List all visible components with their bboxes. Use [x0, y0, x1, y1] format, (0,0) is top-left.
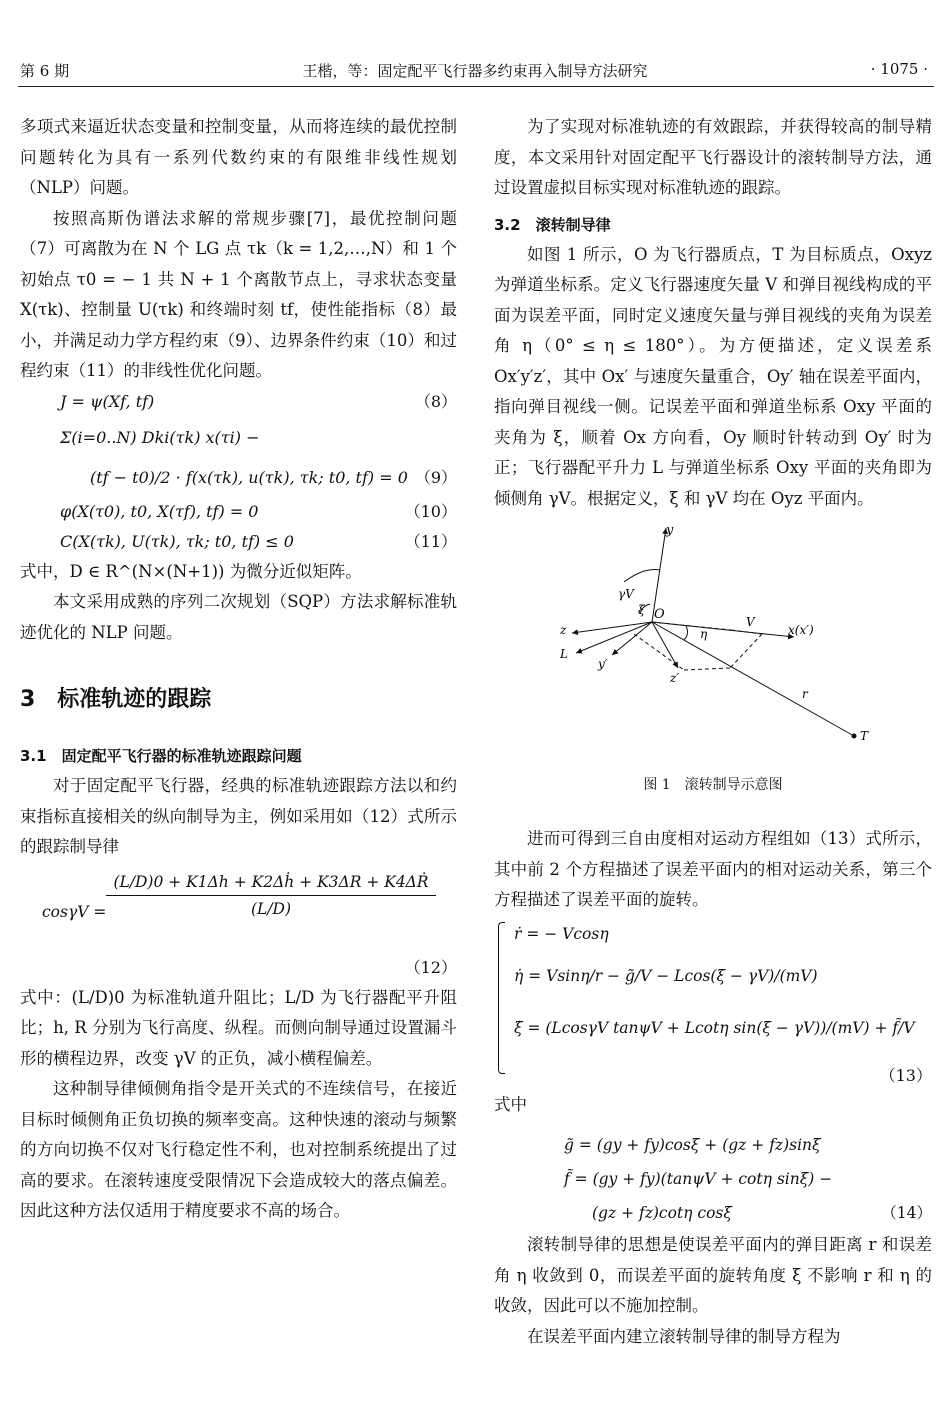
equation-line: ξ̇ = (LcosγV tanψV + Lcotη sin(ξ − γV))/(mV) + f̃/V [514, 1018, 915, 1037]
equation-brace [498, 922, 505, 1074]
equation-body: J = ψ(Xf, tf) [60, 391, 155, 411]
paragraph: 式中，D ∈ R^(N×(N+1)) 为微分近似矩阵。 [20, 561, 362, 581]
label-y-prime: y′ [598, 657, 608, 671]
equation-body: (tf − t0)/2 · f(x(τk), u(τk), τk; t0, tf) = 0 [90, 467, 408, 487]
equation-number: （8） [414, 391, 457, 411]
paragraph: 多项式来逼近状态变量和控制变量，从而将连续的最优控制问题转化为具有一系列代数约束的有限维非线性规划（NLP）问题。 [20, 117, 457, 197]
equation-body: C(X(τk), U(τk), τk; t0, tf) ≤ 0 [60, 531, 294, 551]
figure-1 [494, 522, 932, 802]
figure-caption: 图 1 滚转制导示意图 [643, 777, 783, 793]
dashed-line [684, 668, 730, 670]
equation-8 [60, 387, 457, 417]
label-z-prime: z′ [670, 671, 680, 685]
roll-guidance-diagram [494, 522, 932, 762]
subsection-heading: 3.2 滚转制导律 [494, 215, 611, 234]
right-column [494, 112, 932, 1352]
equation-denominator: (L/D) [250, 899, 292, 918]
lift-vector [576, 622, 652, 653]
label-gamma: γV [618, 587, 634, 601]
label-T: T [860, 729, 869, 743]
equation-body: (gz + fz)cotη cosξ [592, 1204, 732, 1222]
paragraph: 本文采用成熟的序列二次规划（SQP）方法求解标准轨迹优化的 NLP 问题。 [20, 592, 457, 642]
paragraph: 如图 1 所示，O 为飞行器质点，T 为目标质点，Oxyz 为弹道坐标系。定义飞行器速度矢量 V 和弹目视线构成的平面为误差平面，同时定义速度矢量与弹目视线的夹角为误差角 η（0° ≤ η ≤ 180°）。为方便描述，定义误差系 Ox′y′z′，其中 Ox′ 与速度矢量重合，Oy′ 轴在误差平面内，指向弹目视线一侧。记误差平面和弹道坐标系 Oxy 平面的夹角为 ξ，顺着 Ox 方向看，Oy 顺时针转动到 Oy′ 时为正；飞行器配平升力 L 与弹道坐标系 Oxy 平面的夹角即为倾侧角 γV。根据定义，ξ 和 γV 均在 Oyz 平面内。 [494, 244, 932, 508]
equation-13 [494, 920, 932, 1090]
paragraph: 在误差平面内建立滚转制导律的制导方程为 [527, 1326, 841, 1346]
label-y: y [666, 523, 674, 538]
equation-number: （12） [404, 957, 457, 977]
subsection-heading: 3.1 固定配平飞行器的标准轨迹跟踪问题 [20, 747, 302, 765]
eta-arc [684, 626, 688, 640]
equation-number: （13） [879, 1065, 932, 1085]
label-xi: ξ [638, 603, 645, 617]
equation-number: （9） [414, 467, 457, 487]
left-column [20, 112, 457, 1227]
label-x: x(x′) [788, 623, 814, 637]
equation-line [564, 1196, 932, 1230]
paragraph: 按照高斯伪谱法求解的常规步骤[7]，最优控制问题（7）可离散为在 N 个 LG 点 τk（k = 1,2,…,N）和 1 个初始点 τ0 = − 1 共 N + 1 个离散节点上，寻求状态变量 X(τk)、控制量 U(τk) 和终端时刻 tf，使性能指标（8）最小，并满足动力学方程约束（9）、边界条件约束（10）和过程约束（11）的非线性优化问题。 [20, 208, 457, 380]
equation-line: ṙ = − Vcosη [514, 924, 609, 943]
paragraph: 这种制导律倾侧角指令是开关式的不连续信号，在接近目标时倾侧角正负切换的频率变高。这种快速的滚动与频繁的方向切换不仅对飞行稳定性不利，也对控制系统提出了过高的要求。在滚转速度受限情况下会造成较大的落点偏差。因此这种方法仅适用于精度要求不高的场合。 [20, 1079, 457, 1220]
equation-11 [60, 527, 457, 557]
equation-body: φ(X(τ0), t0, X(τf), tf) = 0 [60, 501, 259, 521]
equation-number: （11） [404, 531, 457, 551]
paragraph: 滚转制导律的思想是使误差平面内的弹目距离 r 和误差角 η 收敛到 0，而误差平面的旋转角度 ξ 不影响 r 和 η 的收敛，因此可以不施加控制。 [494, 1235, 932, 1315]
line-of-sight [652, 622, 854, 736]
page-number: · 1075 · [870, 60, 928, 78]
equation-10 [60, 497, 457, 527]
paragraph: 进而可得到三自由度相对运动方程组如（13）式所示，其中前 2 个方程描述了误差平面内的相对运动关系，第三个方程描述了误差平面的旋转。 [494, 829, 932, 909]
target-point [852, 734, 857, 739]
equation-14 [494, 1128, 932, 1230]
label-L: L [560, 647, 568, 661]
equation-line: η̇ = Vsinη/r − g̃/V − Lcos(ξ − γV)/(mV) [514, 966, 818, 985]
equation-fraction [106, 873, 436, 918]
equation-numerator: (L/D)0 + K1Δh + K2Δḣ + K3ΔR + K4ΔṘ [106, 873, 436, 896]
gamma-arc [624, 570, 660, 583]
equation-line: f̃ = (gy + fy)(tanψV + cotη sinξ) − [564, 1170, 833, 1188]
equation-line: g̃ = (gy + fy)cosξ + (gz + fz)sinξ [564, 1136, 821, 1154]
dashed-line [730, 634, 762, 668]
label-r: r [802, 687, 808, 701]
issue-number: 第 6 期 [20, 62, 70, 80]
equation-9a [60, 423, 457, 453]
equation-block [20, 387, 457, 557]
paragraph: 对于固定配平飞行器，经典的标准轨迹跟踪方法以和约束指标直接相关的纵向制导为主，例如采用如（12）式所示的跟踪制导律 [20, 776, 457, 856]
paragraph: 式中 [494, 1094, 527, 1114]
equation-number: （14） [881, 1204, 932, 1222]
dashed-line [634, 634, 684, 670]
equation-lhs: cosγV = [42, 902, 107, 921]
label-eta: η [700, 627, 708, 641]
equation-9b [60, 463, 457, 493]
label-z: z [560, 623, 567, 637]
label-V: V [746, 615, 755, 629]
equation-12 [20, 863, 457, 983]
section-heading: 3 标准轨迹的跟踪 [20, 687, 212, 712]
label-O: O [654, 607, 665, 622]
header-rule [18, 86, 934, 87]
running-title: 王楷，等：固定配平飞行器多约束再入制导方法研究 [302, 62, 648, 80]
paragraph: 为了实现对标准轨迹的有效跟踪，并获得较高的制导精度，本文采用针对固定配平飞行器设计的滚转制导方法，通过设置虚拟目标实现对标准轨迹的跟踪。 [494, 117, 932, 197]
paragraph: 式中：(L/D)0 为标准轨道升阻比；L/D 为飞行器配平升阻比；h, R 分别为飞行高度、纵程。而侧向制导通过设置漏斗形的横程边界，改变 γV 的正负，减小横程偏差。 [20, 987, 457, 1068]
equation-body: Σ(i=0..N) Dki(τk) x(τi) − [60, 427, 260, 447]
equation-number: （10） [404, 501, 457, 521]
